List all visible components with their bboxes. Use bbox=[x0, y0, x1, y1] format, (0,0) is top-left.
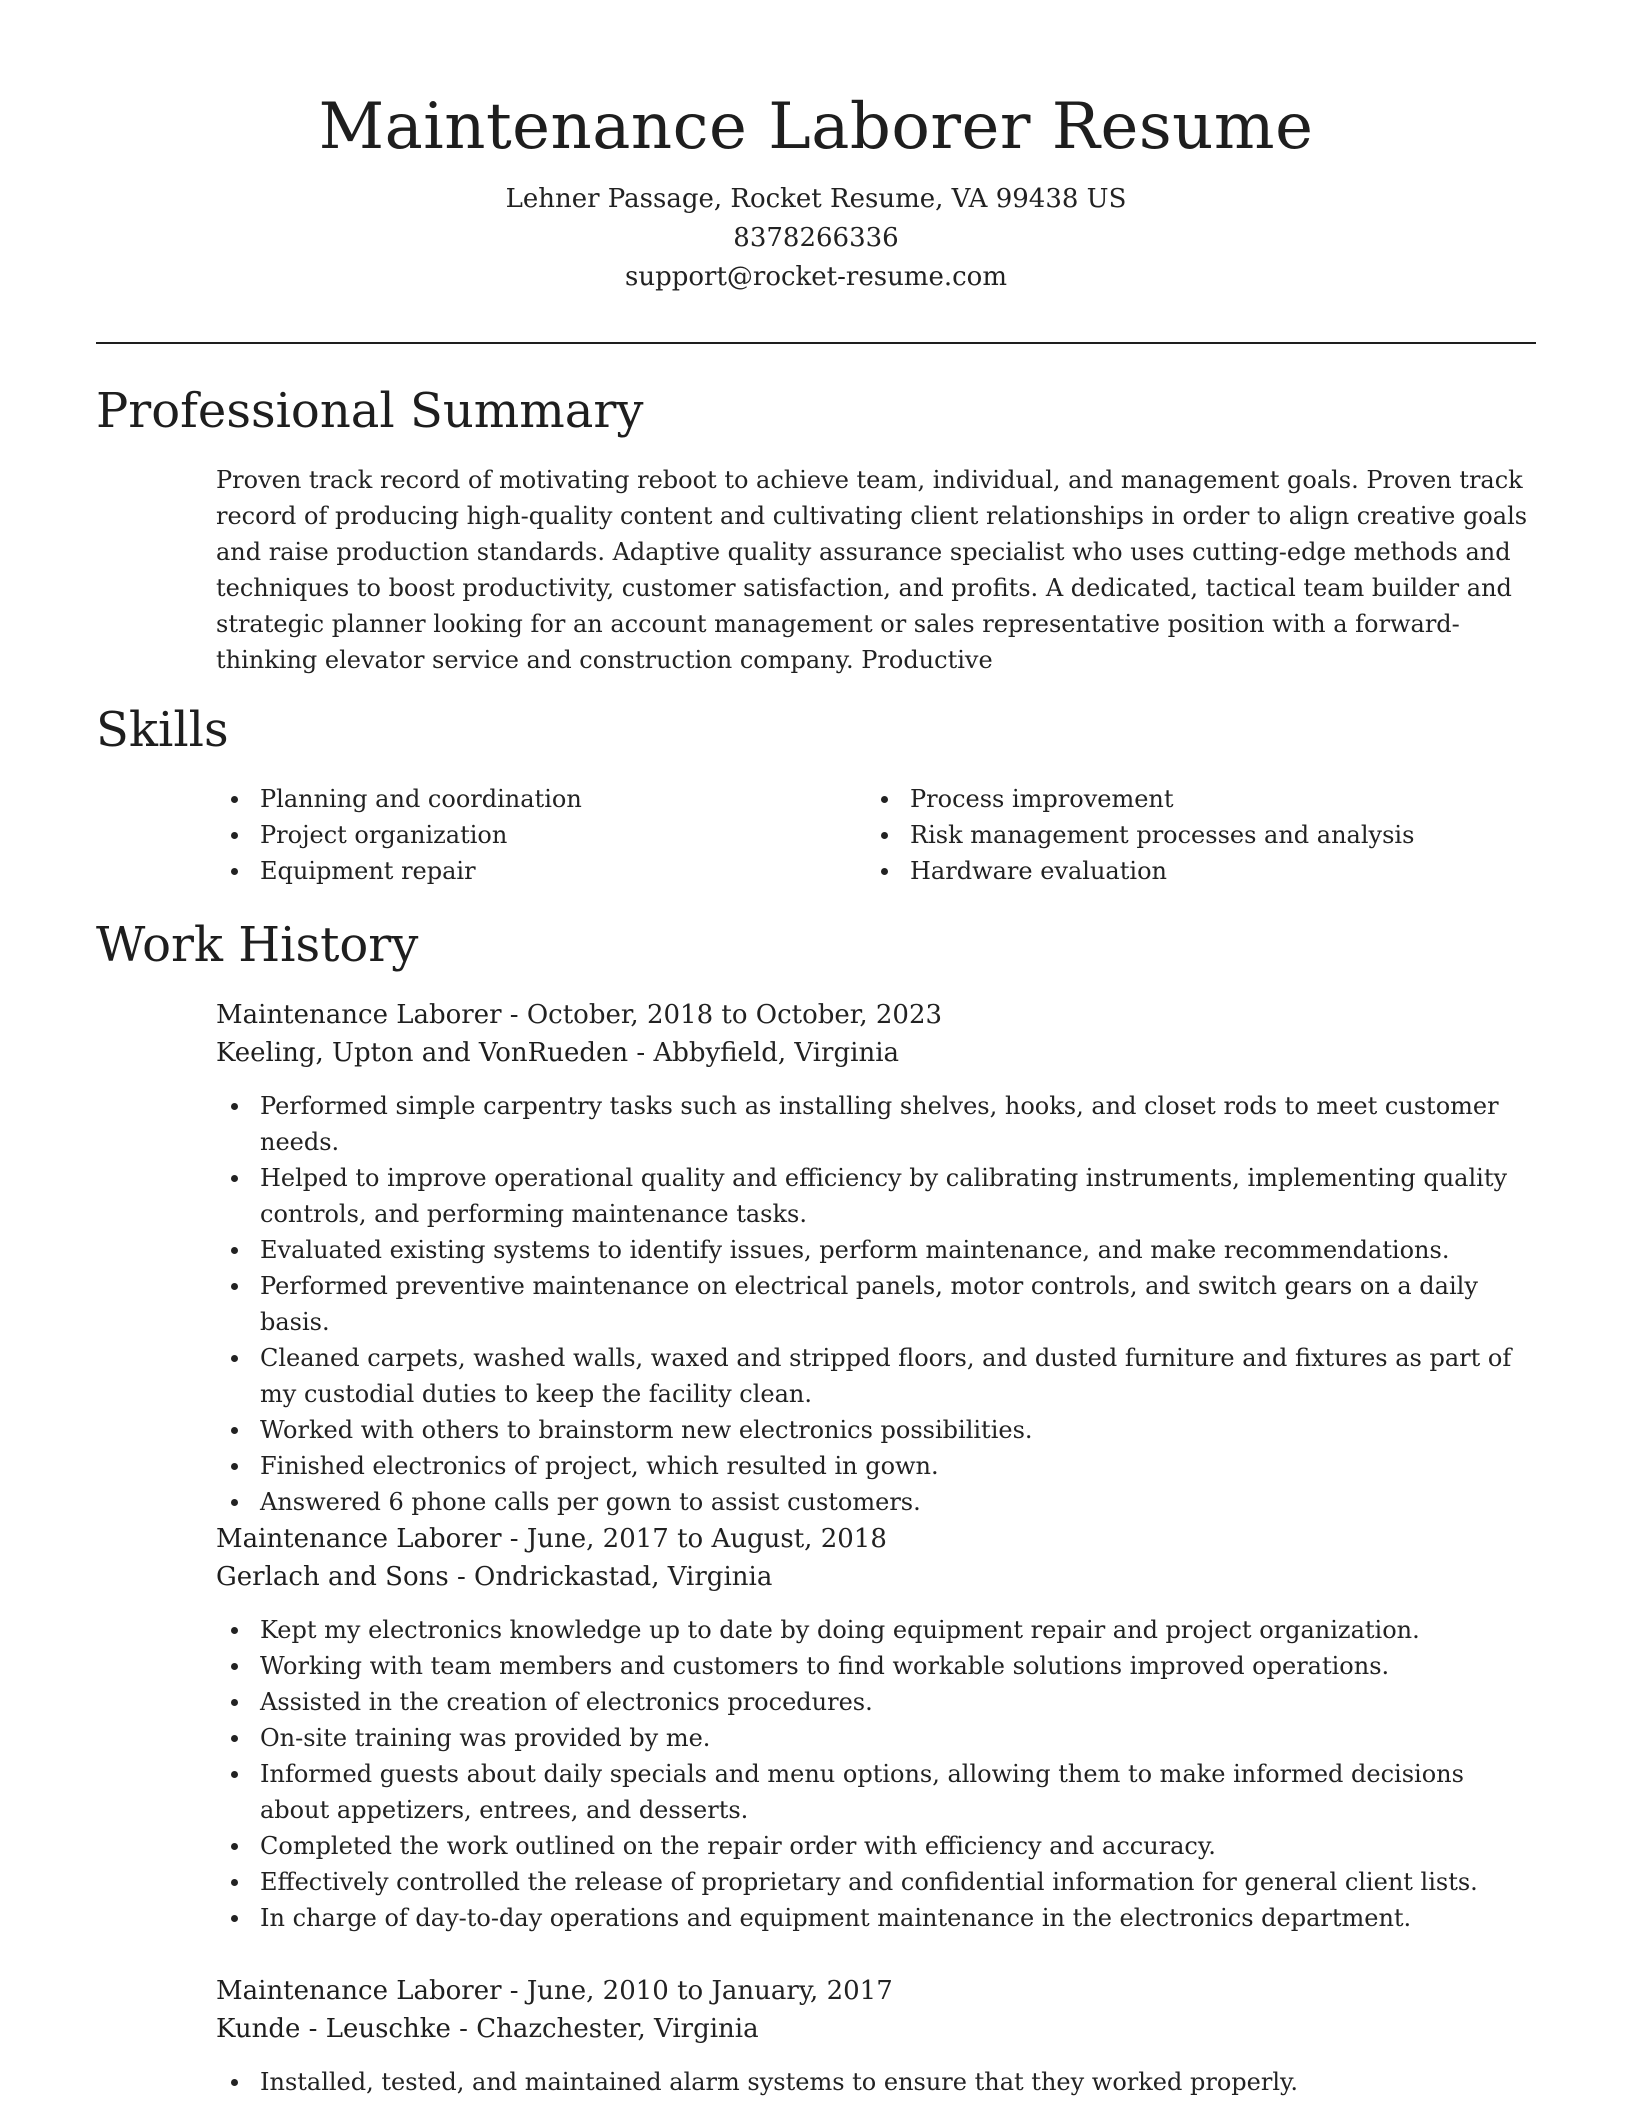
job-location: - Abbyfield, Virginia bbox=[628, 1038, 900, 1068]
job-bullets bbox=[260, 2064, 1536, 2100]
skill-item: Risk management processes and analysis bbox=[866, 817, 1486, 853]
job-company-line bbox=[216, 2010, 1536, 2048]
job-entry bbox=[216, 1972, 1536, 2100]
skill-item: Process improvement bbox=[866, 781, 1486, 817]
job-bullet: Working with team members and customers to find workable solutions improved operations. bbox=[216, 1648, 1536, 1684]
job-bullets bbox=[260, 1088, 1536, 1520]
job-location: - Ondrickastad, Virginia bbox=[448, 1562, 773, 1592]
job-company-line bbox=[216, 1558, 1536, 1596]
job-company: Kunde - Leuschke bbox=[216, 2014, 451, 2044]
job-company: Keeling, Upton and VonRueden bbox=[216, 1038, 629, 1068]
job-title: Maintenance Laborer bbox=[216, 1976, 502, 2006]
skills-list-right bbox=[866, 781, 1486, 889]
skill-item: Equipment repair bbox=[216, 853, 836, 889]
job-bullet: In charge of day-to-day operations and equipment maintenance in the electronics department. bbox=[216, 1900, 1536, 1936]
job-bullet: Performed preventive maintenance on electrical panels, motor controls, and switch gears on a daily basis. bbox=[216, 1268, 1536, 1340]
contact-block bbox=[0, 180, 1632, 297]
contact-email: support@rocket-resume.com bbox=[624, 262, 1007, 292]
job-bullet: Kept my electronics knowledge up to date by doing equipment repair and project organization. bbox=[216, 1612, 1536, 1648]
job-bullet: Assisted in the creation of electronics procedures. bbox=[216, 1684, 1536, 1720]
job-title: Maintenance Laborer bbox=[216, 1000, 502, 1030]
job-entry bbox=[216, 996, 1536, 1520]
job-bullet: Worked with others to brainstorm new electronics possibilities. bbox=[216, 1412, 1536, 1448]
job-bullet: Installed, tested, and maintained alarm systems to ensure that they worked properly. bbox=[216, 2064, 1536, 2100]
job-dates: - June, 2010 to January, 2017 bbox=[501, 1976, 893, 2006]
job-bullet: Finished electronics of project, which resulted in gown. bbox=[216, 1448, 1536, 1484]
job-company: Gerlach and Sons bbox=[216, 1562, 449, 1592]
resume-header bbox=[0, 0, 1632, 297]
job-dates: - June, 2017 to August, 2018 bbox=[501, 1524, 887, 1554]
header-divider bbox=[96, 342, 1536, 344]
job-bullet: Cleaned carpets, washed walls, waxed and stripped floors, and dusted furniture and fixtures as part of my custodial duties to keep the facility clean. bbox=[216, 1340, 1536, 1412]
job-company-line bbox=[216, 1034, 1536, 1072]
summary-heading: Professional Summary bbox=[96, 383, 644, 439]
job-bullet: Performed simple carpentry tasks such as installing shelves, hooks, and closet rods to meet customer needs. bbox=[216, 1088, 1536, 1160]
job-title-line bbox=[216, 1520, 1536, 1558]
work-history-heading: Work History bbox=[96, 917, 419, 973]
job-title-line bbox=[216, 1972, 1536, 2010]
job-bullets bbox=[260, 1612, 1536, 1936]
job-location: - Chazchester, Virginia bbox=[450, 2014, 759, 2044]
job-bullet: Effectively controlled the release of proprietary and confidential information for general client lists. bbox=[216, 1864, 1536, 1900]
contact-phone: 8378266336 bbox=[733, 223, 899, 253]
skills-heading: Skills bbox=[96, 702, 229, 758]
document-title: Maintenance Laborer Resume bbox=[318, 90, 1314, 164]
skill-item: Hardware evaluation bbox=[866, 853, 1486, 889]
contact-address: Lehner Passage, Rocket Resume, VA 99438 US bbox=[505, 184, 1127, 214]
job-bullet: Answered 6 phone calls per gown to assist customers. bbox=[216, 1484, 1536, 1520]
job-bullet: Evaluated existing systems to identify issues, perform maintenance, and make recommendations. bbox=[216, 1232, 1536, 1268]
job-title-line bbox=[216, 996, 1536, 1034]
job-dates: - October, 2018 to October, 2023 bbox=[501, 1000, 943, 1030]
skill-item: Project organization bbox=[216, 817, 836, 853]
job-entry bbox=[216, 1520, 1536, 1936]
job-bullet: Informed guests about daily specials and menu options, allowing them to make informed decisions about appetizers, entrees, and desserts. bbox=[216, 1756, 1536, 1828]
skill-item: Planning and coordination bbox=[216, 781, 836, 817]
summary-text: Proven track record of motivating reboot to achieve team, individual, and management goals. Proven track record of producing high-quality content and cultivating client relationships in order to align creative goals and raise production standards. Adaptive quality assurance specialist who uses cutting-edge methods and techniques to boost productivity, customer satisfaction, and profits. A dedicated, tactical team builder and strategic planner looking for an account management or sales representative position with a forward-thinking elevator service and construction company. Productive bbox=[216, 466, 1528, 674]
job-bullet: Completed the work outlined on the repair order with efficiency and accuracy. bbox=[216, 1828, 1536, 1864]
job-bullet: Helped to improve operational quality and efficiency by calibrating instruments, implementing quality controls, and performing maintenance tasks. bbox=[216, 1160, 1536, 1232]
job-bullet: On-site training was provided by me. bbox=[216, 1720, 1536, 1756]
job-title: Maintenance Laborer bbox=[216, 1524, 502, 1554]
skills-list-left bbox=[216, 781, 836, 889]
